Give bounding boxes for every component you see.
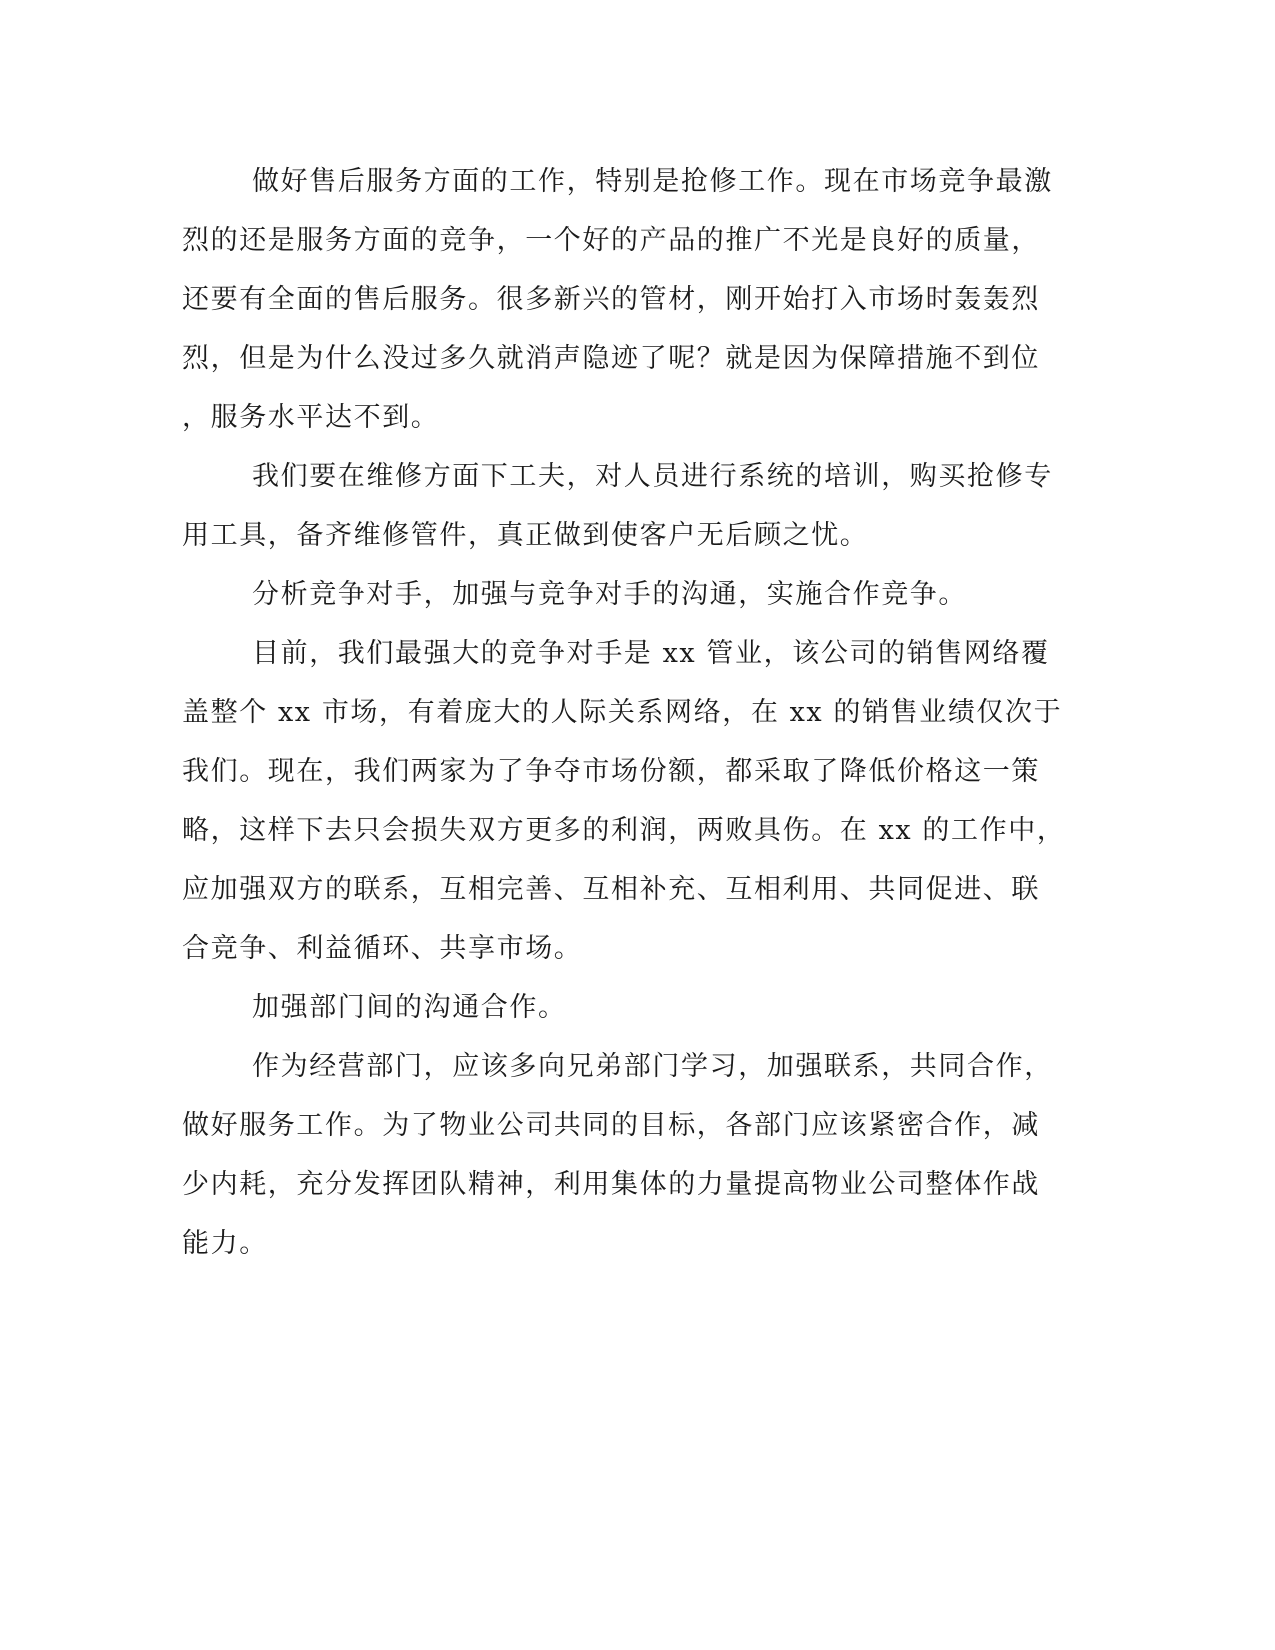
text-line: 烈，但是为什么没过多久就消声隐迹了呢？就是因为保障措施不到位 <box>182 343 1040 374</box>
body-text <box>182 152 1066 1273</box>
text-line: ，服务水平达不到。 <box>182 402 440 433</box>
text-line: 盖整个 xx 市场，有着庞大的人际关系网络，在 xx 的销售业绩仅次于 <box>182 697 1063 728</box>
text-line: 作为经营部门，应该多向兄弟部门学习，加强联系，共同合作， <box>252 1051 1053 1082</box>
text-line: 还要有全面的售后服务。很多新兴的管材，刚开始打入市场时轰轰烈 <box>182 284 1040 315</box>
text-line: 我们。现在，我们两家为了争夺市场份额，都采取了降低价格这一策 <box>182 756 1040 787</box>
text-line: 用工具，备齐维修管件，真正做到使客户无后顾之忧。 <box>182 520 869 551</box>
text-line: 目前，我们最强大的竞争对手是 xx 管业，该公司的销售网络覆 <box>252 638 1050 669</box>
text-line: 加强部门间的沟通合作。 <box>252 992 567 1023</box>
text-line: 略，这样下去只会损失双方更多的利润，两败具伤。在 xx 的工作中， <box>182 815 1066 846</box>
text-line: 做好售后服务方面的工作，特别是抢修工作。现在市场竞争最激 <box>252 166 1053 197</box>
text-line: 应加强双方的联系，互相完善、互相补充、互相利用、共同促进、联 <box>182 874 1040 905</box>
text-line: 少内耗，充分发挥团队精神，利用集体的力量提高物业公司整体作战 <box>182 1169 1040 1200</box>
text-line: 合竞争、利益循环、共享市场。 <box>182 933 583 964</box>
text-line: 能力。 <box>182 1228 268 1259</box>
text-line: 分析竞争对手，加强与竞争对手的沟通，实施合作竞争。 <box>252 579 967 610</box>
text-line: 烈的还是服务方面的竞争，一个好的产品的推广不光是良好的质量， <box>182 225 1040 256</box>
text-line: 我们要在维修方面下工夫，对人员进行系统的培训，购买抢修专 <box>252 461 1053 492</box>
text-line: 做好服务工作。为了物业公司共同的目标，各部门应该紧密合作，减 <box>182 1110 1040 1141</box>
